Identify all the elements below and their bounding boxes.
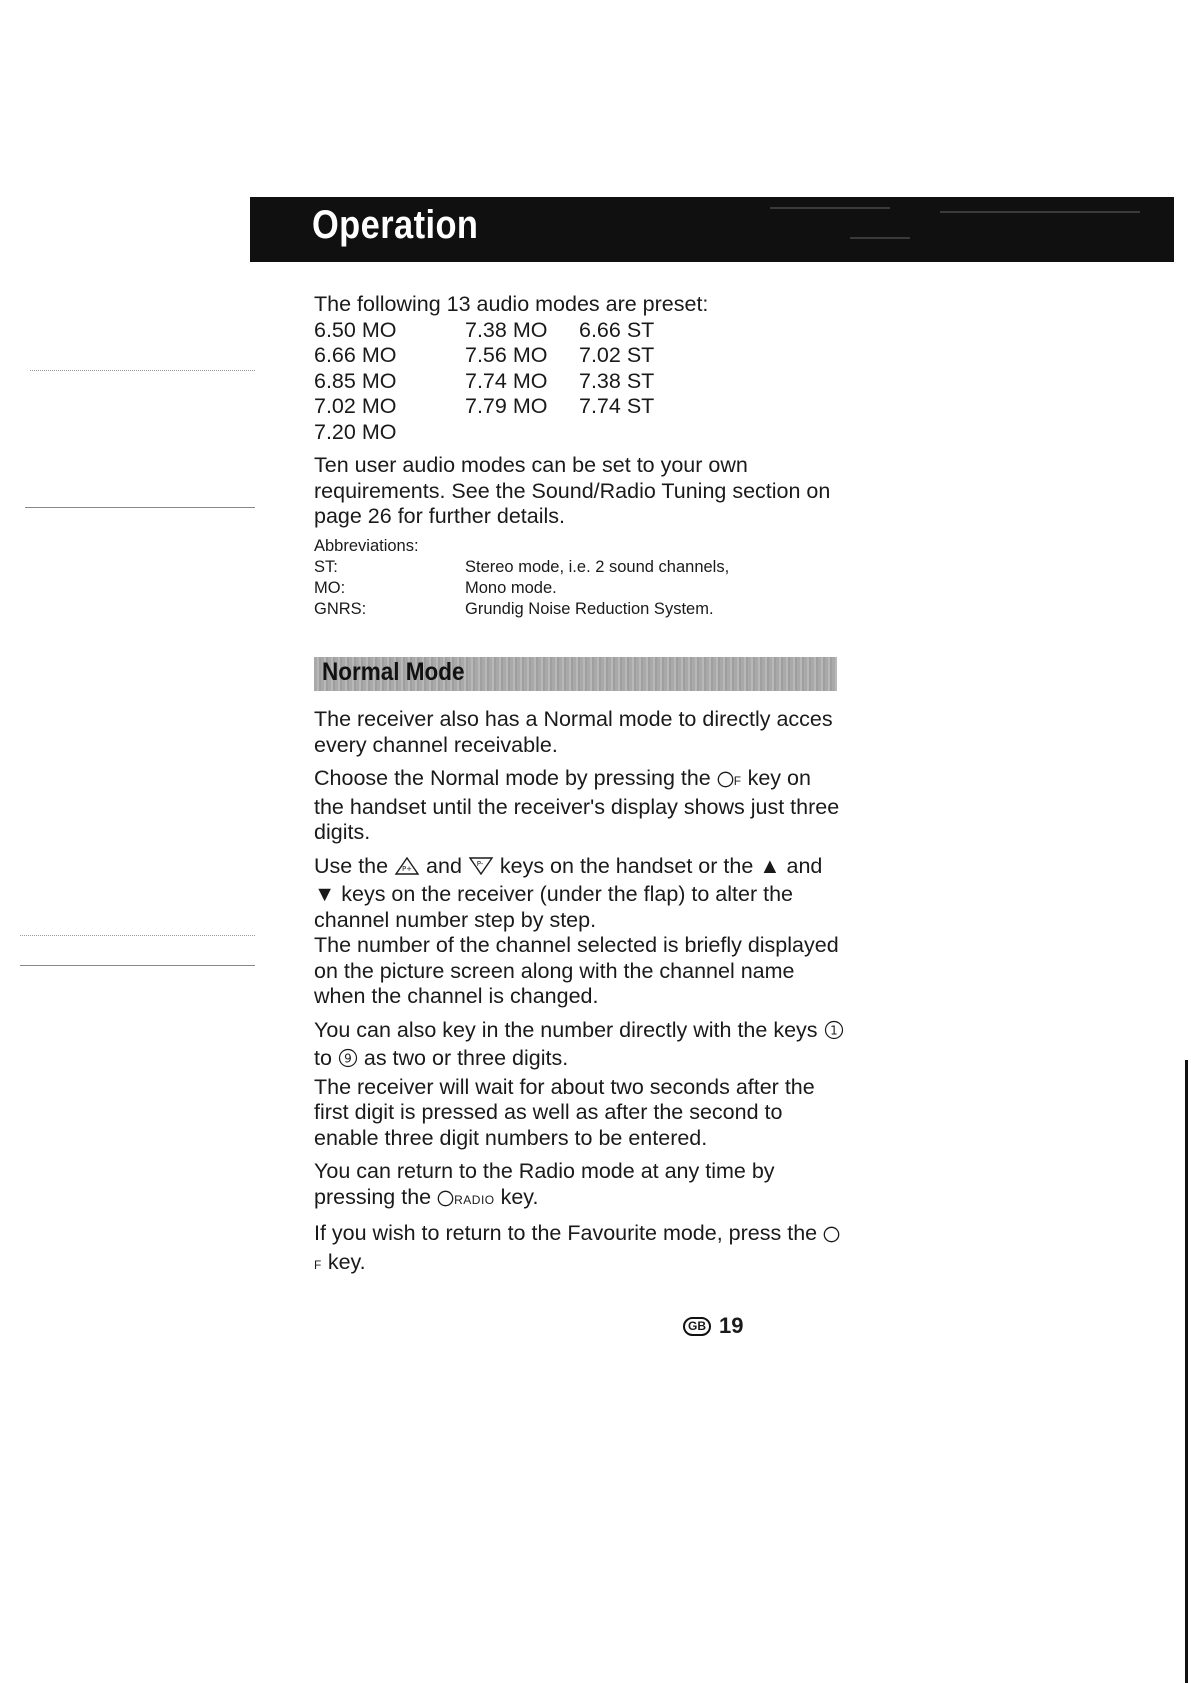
mode-cell: 7.74 ST (579, 394, 655, 418)
abbreviations-heading: Abbreviations: (314, 536, 419, 555)
program-up-key-icon (394, 856, 420, 883)
mode-cell: 6.85 MO (314, 368, 397, 393)
paragraph: You can also key in the number directly with the keys 1 to 9 as two or three digits. (314, 1018, 844, 1075)
paragraph: The number of the channel selected is briefly displayed on the picture screen along with the channel name when the channel is changed. (314, 933, 839, 1008)
mode-cell: 7.74 MO (465, 368, 548, 393)
mode-cell: 7.02 MO (314, 394, 397, 418)
normal-mode-section (314, 707, 844, 1286)
margin-rule (25, 507, 255, 508)
svg-text:P+: P+ (402, 864, 413, 873)
mode-cell: 6.66 MO (314, 343, 397, 367)
country-badge-icon: GB (683, 1317, 711, 1336)
svg-text:9: 9 (344, 1051, 352, 1066)
mode-cell: 7.20 MO (314, 419, 397, 444)
abbreviation-term: MO: (314, 578, 346, 597)
mode-cell: 7.38 ST (579, 368, 655, 393)
mode-cell: 7.79 MO (465, 394, 548, 418)
abbreviation-row (314, 578, 854, 599)
mode-cell: 7.38 MO (465, 317, 548, 342)
digit-1-key-icon (824, 1020, 844, 1047)
abbreviation-definition: Grundig Noise Reduction System. (465, 599, 714, 618)
svg-text:P-: P- (476, 859, 484, 868)
header-band (250, 197, 1174, 262)
mode-cell: 7.56 MO (465, 343, 548, 367)
abbreviation-row (314, 599, 854, 620)
svg-text:1: 1 (829, 1023, 838, 1037)
margin-rule (30, 370, 255, 371)
abbreviation-term: ST: (314, 557, 338, 576)
paragraph: The receiver also has a Normal mode to directly acces every channel receivable. (314, 707, 833, 757)
abbreviation-definition: Stereo mode, i.e. 2 sound channels, (465, 557, 730, 576)
paragraph: You can return to the Radio mode at any time by pressing the RADIO key. (314, 1159, 844, 1213)
program-down-key-icon (468, 856, 494, 883)
abbreviations (314, 536, 854, 620)
section-heading-bar (314, 657, 837, 691)
key-label: F (733, 774, 742, 788)
page-edge-line (1185, 1060, 1188, 1683)
intro-lead: The following 13 audio modes are preset: (314, 292, 709, 316)
page-title: Operation (312, 203, 479, 247)
abbreviation-definition: Mono mode. (465, 578, 557, 597)
paragraph: Use the P+ and P- keys on the handset or the ▲ and ▼ keys on the receiver (under the flap) to alter the channel number step by step. (314, 853, 823, 932)
audio-modes-table (314, 318, 854, 446)
f-key-icon (823, 1224, 840, 1250)
user-modes-paragraph: Ten user audio modes can be set to your own requirements. See the Sound/Radio Tuning section on page 26 for further details. (314, 453, 831, 528)
paragraph: If you wish to return to the Favourite mode, press the F key. (314, 1221, 844, 1278)
page-number: 19 (719, 1313, 744, 1338)
key-label: RADIO (454, 1192, 495, 1207)
abbreviation-term: GNRS: (314, 599, 367, 618)
intro-section (314, 292, 854, 620)
page-footer (683, 1313, 743, 1339)
mode-cell: 6.66 ST (579, 317, 655, 342)
margin-rule (20, 965, 255, 966)
mode-cell: 7.02 ST (579, 343, 655, 367)
key-label: F (314, 1257, 322, 1272)
mode-cell: 6.50 MO (314, 317, 397, 342)
abbreviation-row (314, 557, 854, 578)
radio-key-icon (437, 1188, 454, 1214)
section-title: Normal Mode (322, 658, 465, 686)
f-key-icon (717, 769, 734, 795)
margin-rule (20, 935, 255, 936)
paragraph: Choose the Normal mode by pressing the F key on the handset until the receiver's display shows just three digits. (314, 766, 840, 844)
paragraph: The receiver will wait for about two seconds after the first digit is pressed as well as after the second to enable three digit numbers to be entered. (314, 1074, 815, 1150)
digit-9-key-icon (338, 1048, 358, 1075)
